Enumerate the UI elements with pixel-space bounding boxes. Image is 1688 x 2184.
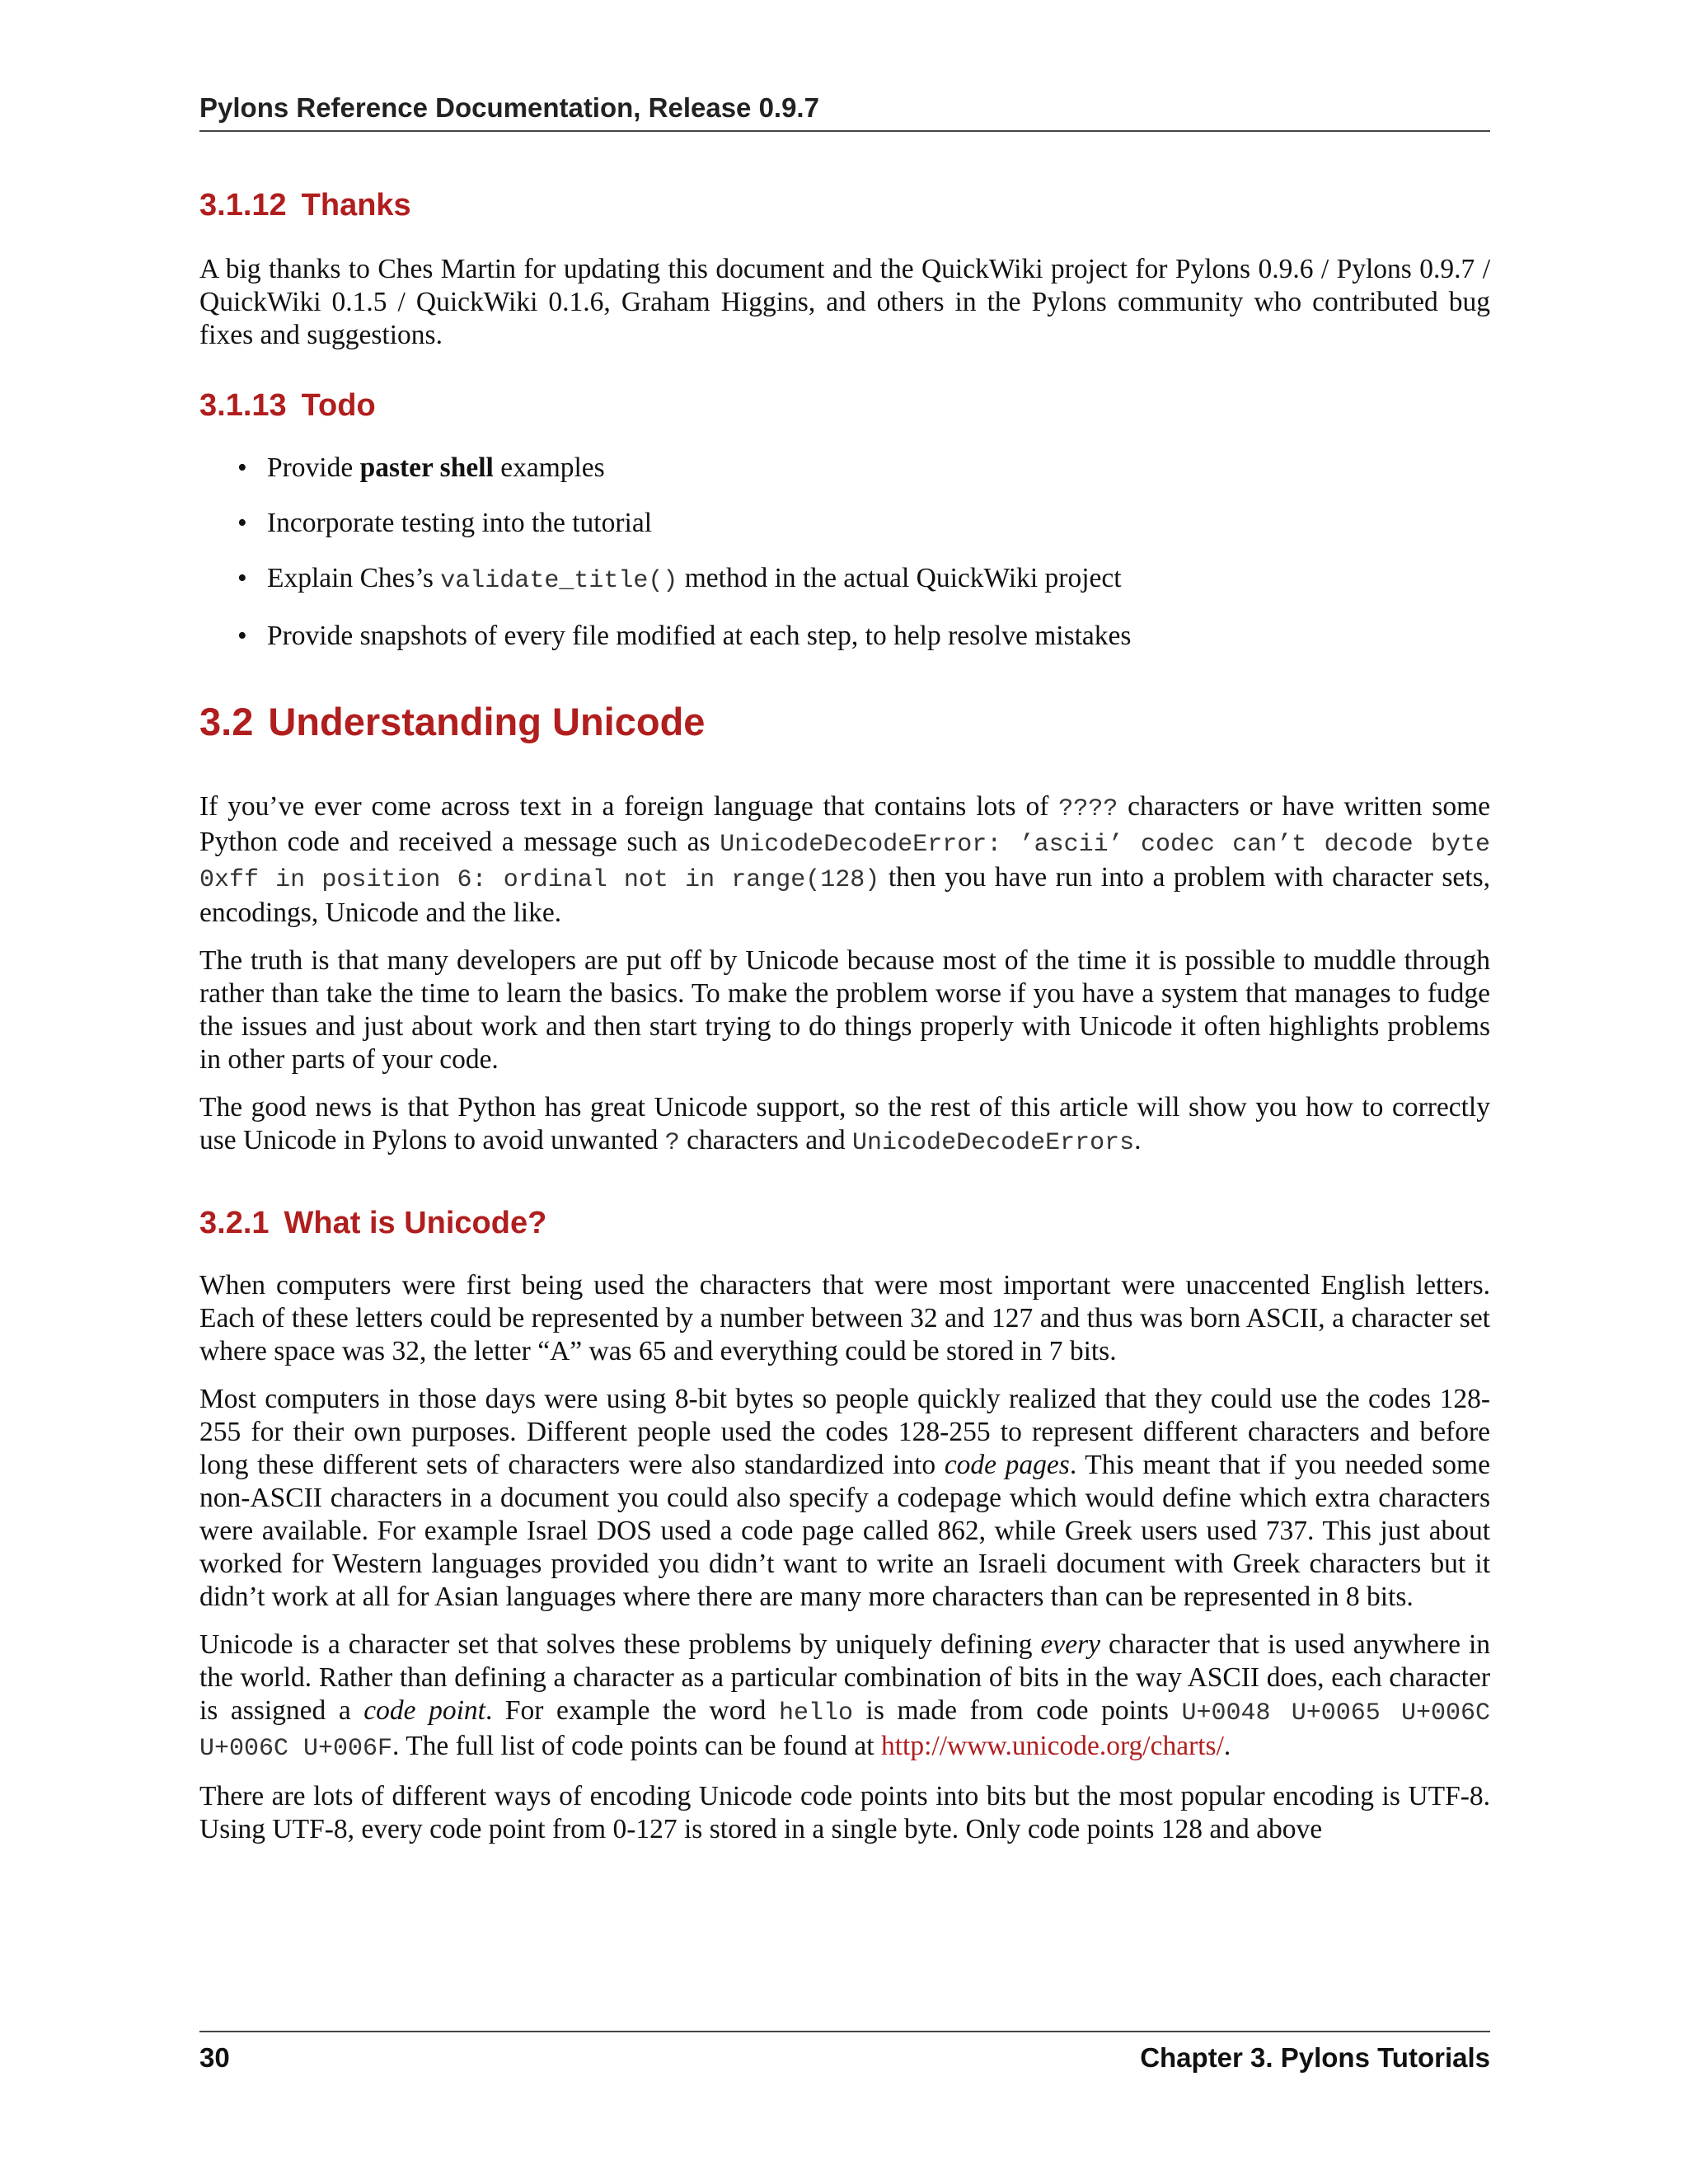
emphasis: every bbox=[1040, 1629, 1101, 1660]
inline-code: validate_title() bbox=[440, 567, 678, 595]
emphasis: code point bbox=[363, 1695, 485, 1726]
section-title: What is Unicode? bbox=[284, 1206, 547, 1240]
chapter-title: Chapter 3. Pylons Tutorials bbox=[1140, 2042, 1490, 2073]
inline-code: ???? bbox=[1058, 795, 1118, 823]
unicode-charts-link[interactable]: http://www.unicode.org/charts/ bbox=[881, 1731, 1224, 1761]
paragraph: If you’ve ever come across text in a foreign language that contains lots of ???? characters or have written some Python code and received a message such as UnicodeDecodeError: ’ascii’ codec can’t decode byte 0xff in position 6: ordinal not in range(128) then you have run into a problem with character sets, encodings, Unicode and the like. bbox=[199, 791, 1491, 928]
running-footer bbox=[199, 2031, 1490, 2074]
page-number: 30 bbox=[199, 2042, 230, 2073]
section-number: 3.2 bbox=[199, 700, 254, 743]
paragraph: Unicode is a character set that solves these problems by uniquely defining every character that is used anywhere in the world. Rather than defining a character as a particular combination of bits in the way ASCII does, each character is assigned a code point. For example the word hello is made from code points U+0048 U+0065 U+006C U+006C U+006F. The full list of code points can be found at http://www.unicode.org/charts/. bbox=[199, 1629, 1490, 1763]
inline-code: hello bbox=[778, 1699, 853, 1727]
inline-code: UnicodeDecodeError: ’ascii’ codec can’t decode byte 0xff in position 6: ordinal not in range(128) bbox=[199, 831, 1490, 894]
list-item: • Incorporate testing into the tutorial bbox=[199, 507, 1490, 540]
list-item: • Provide snapshots of every file modified at each step, to help resolve mistakes bbox=[199, 620, 1490, 653]
command-name: paster shell bbox=[359, 452, 494, 483]
section-title: Understanding Unicode bbox=[268, 700, 706, 743]
running-header: Pylons Reference Documentation, Release 0.9.7 bbox=[199, 92, 1490, 132]
section-what-is-unicode bbox=[199, 1206, 1490, 1846]
list-item: • Explain Ches’s validate_title() method in the actual QuickWiki project bbox=[199, 562, 1490, 598]
section-todo bbox=[199, 388, 1490, 653]
section-title: Thanks bbox=[301, 188, 411, 223]
section-thanks bbox=[199, 188, 1490, 352]
section-heading-todo bbox=[199, 388, 1490, 424]
section-heading-thanks bbox=[199, 188, 1490, 223]
paragraph: When computers were first being used the characters that were most important were unaccented English letters. Each of these letters could be represented by a number between 32 and 127 and thus was born ASCII, a character set where space was 32, the letter “A” was 65 and everything could be stored in 7 bits. bbox=[199, 1270, 1490, 1366]
page-content bbox=[199, 188, 1490, 1846]
section-heading-understanding-unicode bbox=[199, 699, 1490, 744]
section-number: 3.2.1 bbox=[199, 1206, 270, 1240]
section-heading-what-is-unicode bbox=[199, 1206, 1490, 1241]
paragraph: The truth is that many developers are put off by Unicode because most of the time it is possible to muddle through rather than take the time to learn the basics. To make the problem worse if you have a system that manages to fudge the issues and just about work and then start trying to do things properly with Unicode it often highlights problems in other parts of your code. bbox=[199, 945, 1490, 1075]
section-understanding-unicode bbox=[199, 699, 1490, 1160]
paragraph: The good news is that Python has great Unicode support, so the rest of this article will show you how to correctly use Unicode in Pylons to avoid unwanted ? characters and UnicodeDecodeErrors. bbox=[199, 1092, 1490, 1157]
document-page bbox=[199, 0, 1490, 2184]
inline-code: ? bbox=[664, 1129, 680, 1157]
todo-list bbox=[199, 452, 1490, 653]
section-title: Todo bbox=[301, 388, 376, 423]
inline-code: U+0048 U+0065 U+006C U+006C U+006F bbox=[199, 1699, 1490, 1763]
paragraph: There are lots of different ways of encoding Unicode code points into bits but the most popular encoding is UTF-8. Using UTF-8, every code point from 0-127 is stored in a single byte. Only code points 128 and above bbox=[199, 1781, 1490, 1844]
section-number: 3.1.13 bbox=[199, 388, 287, 423]
emphasis: code pages bbox=[944, 1450, 1070, 1480]
list-item: • Provide paster shell examples bbox=[199, 452, 1490, 485]
thanks-paragraph: A big thanks to Ches Martin for updating this document and the QuickWiki project for Pylons 0.9.6 / Pylons 0.9.7 / QuickWiki 0.1.5 / QuickWiki 0.1.6, Graham Higgins, and others in the Pylons community who contributed bug fixes and suggestions. bbox=[199, 254, 1490, 350]
inline-code: UnicodeDecodeErrors bbox=[852, 1129, 1135, 1157]
paragraph: Most computers in those days were using 8-bit bytes so people quickly realized that they could use the codes 128-255 for their own purposes. Different people used the codes 128-255 to represent different characters and before long these different sets of characters were also standardized into code pages. This meant that if you needed some non-ASCII characters in a document you could also specify a codepage which would define which extra characters were available. For example Israel DOS used a code page called 862, while Greek users used 737. This just about worked for Western languages provided you didn’t want to write an Israeli document with Greek characters but it didn’t work at all for Asian languages where there are many more characters than can be represented in 8 bits. bbox=[199, 1384, 1490, 1612]
section-number: 3.1.12 bbox=[199, 188, 287, 223]
